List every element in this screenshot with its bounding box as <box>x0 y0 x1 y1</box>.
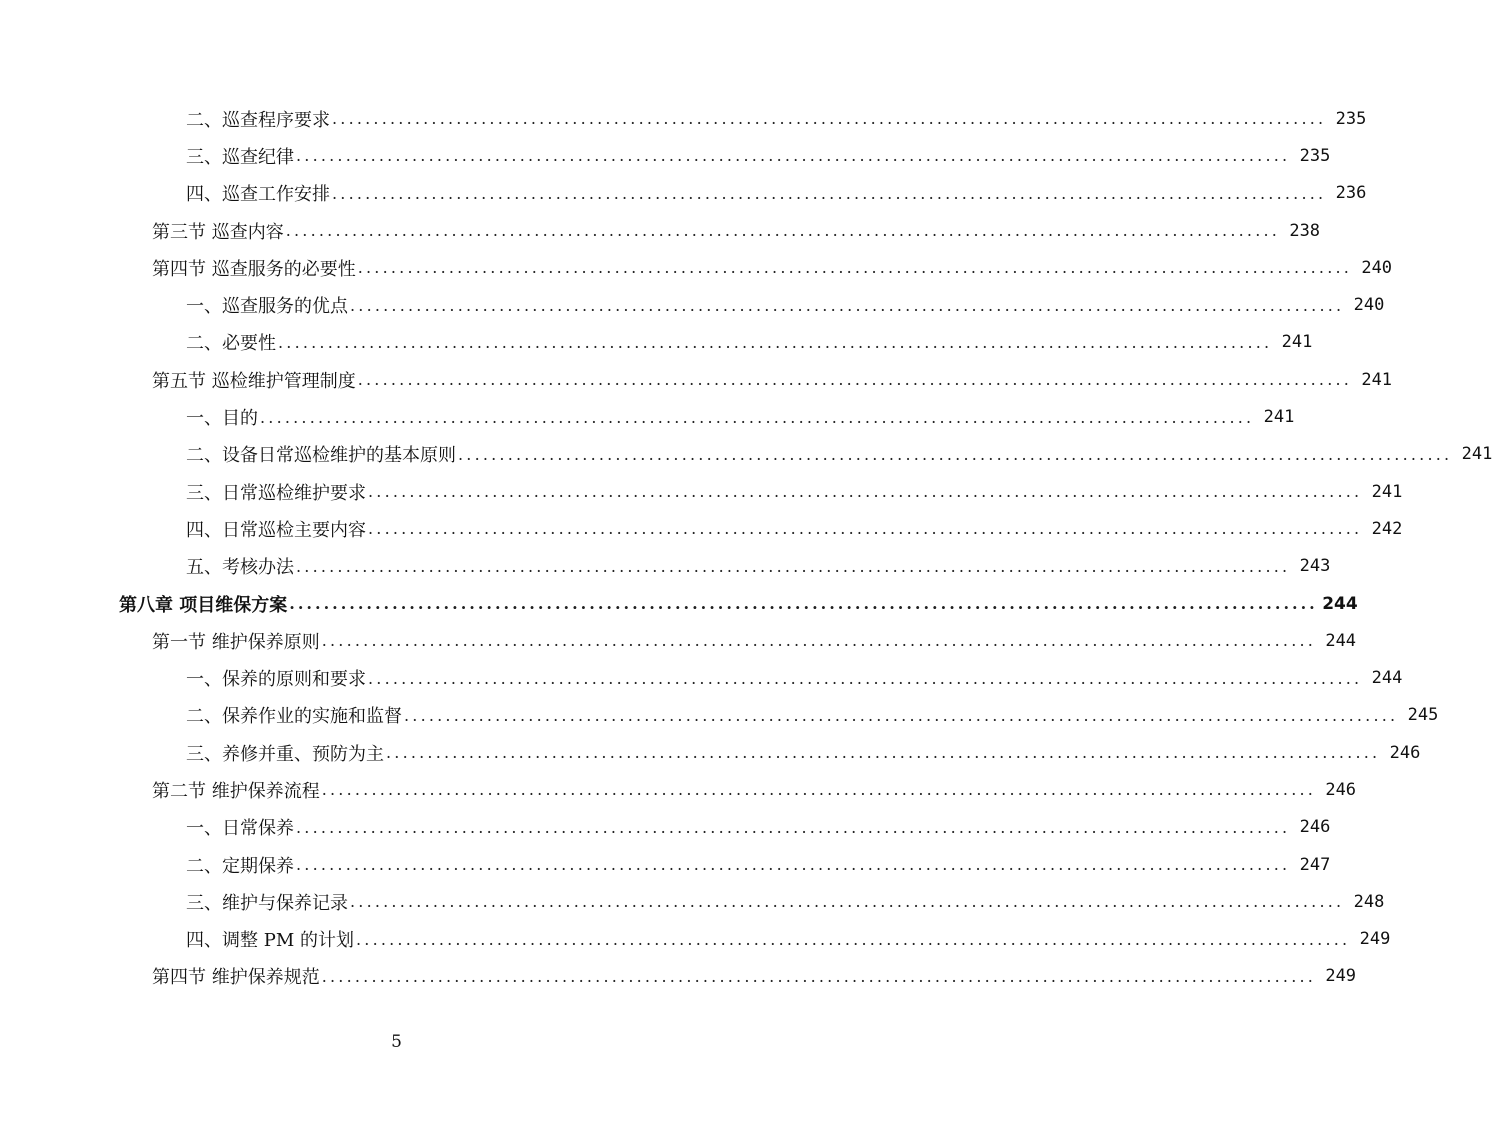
dot-leader: ........................................................................................................................ <box>321 631 1317 651</box>
toc-entry-title: 第八章 项目维保方案 <box>119 594 288 616</box>
toc-entry-title: 三、巡查纪律 <box>186 146 294 168</box>
dot-leader: ........................................................................................................................ <box>404 705 1399 725</box>
toc-entry-title: 二、巡查程序要求 <box>186 109 330 131</box>
toc-entry[interactable] <box>0 585 1358 622</box>
toc-entry-page: 236 <box>1335 183 1367 204</box>
page-number: 5 <box>391 1032 402 1052</box>
toc-entry-page: 246 <box>1299 817 1331 838</box>
table-of-contents <box>0 100 1492 995</box>
toc-entry-title: 四、日常巡检主要内容 <box>186 519 366 541</box>
toc-entry[interactable] <box>0 286 1385 323</box>
toc-entry-page: 246 <box>1325 779 1357 800</box>
toc-entry[interactable] <box>0 100 1367 137</box>
toc-entry-page: 241 <box>1263 407 1295 428</box>
toc-entry[interactable] <box>0 361 1393 398</box>
toc-entry[interactable] <box>0 212 1321 249</box>
toc-entry-page: 244 <box>1322 593 1358 614</box>
toc-entry-title: 第四节 巡查服务的必要性 <box>152 258 356 280</box>
toc-entry-page: 242 <box>1371 518 1403 539</box>
dot-leader: ........................................................................................................................ <box>356 929 1351 949</box>
toc-entry[interactable] <box>0 958 1357 995</box>
toc-entry-page: 241 <box>1281 332 1313 353</box>
toc-entry-title: 第一节 维护保养原则 <box>152 631 320 653</box>
toc-entry[interactable] <box>0 436 1492 473</box>
dot-leader: ........................................................................................................................ <box>332 109 1327 129</box>
toc-entry-page: 248 <box>1353 891 1385 912</box>
dot-leader: ........................................................................................................................ <box>368 668 1363 688</box>
toc-entry-page: 249 <box>1359 929 1391 950</box>
toc-entry[interactable] <box>0 771 1357 808</box>
toc-entry-title: 一、巡查服务的优点 <box>186 296 348 318</box>
toc-entry-page: 240 <box>1361 257 1393 278</box>
toc-entry-title: 一、目的 <box>186 408 258 430</box>
toc-entry-page: 249 <box>1325 966 1357 987</box>
toc-entry[interactable] <box>0 249 1393 286</box>
toc-entry[interactable] <box>0 473 1403 510</box>
toc-entry[interactable] <box>0 548 1331 585</box>
toc-entry-title: 第二节 维护保养流程 <box>152 780 320 802</box>
toc-entry-page: 238 <box>1289 220 1321 241</box>
dot-leader: ........................................................................................................................ <box>332 183 1327 203</box>
toc-entry-page: 244 <box>1371 668 1403 689</box>
toc-entry-title: 三、日常巡检维护要求 <box>186 482 366 504</box>
toc-entry-title: 第三节 巡查内容 <box>152 221 284 243</box>
toc-entry[interactable] <box>0 622 1357 659</box>
toc-entry[interactable] <box>0 883 1385 920</box>
toc-entry[interactable] <box>0 734 1421 771</box>
toc-entry[interactable] <box>0 137 1331 174</box>
dot-leader: ........................................................................................................................ <box>278 332 1273 352</box>
toc-entry[interactable] <box>0 659 1403 696</box>
toc-entry[interactable] <box>0 921 1391 958</box>
toc-entry-title: 三、维护与保养记录 <box>186 892 348 914</box>
toc-entry-page: 243 <box>1299 556 1331 577</box>
dot-leader: ........................................................................................................................ <box>289 594 1318 613</box>
toc-entry-title: 一、日常保养 <box>186 818 294 840</box>
dot-leader: ........................................................................................................................ <box>296 817 1291 837</box>
toc-entry-page: 247 <box>1299 854 1331 875</box>
toc-entry-page: 240 <box>1353 295 1385 316</box>
toc-entry[interactable] <box>0 809 1331 846</box>
toc-entry-title: 五、考核办法 <box>186 557 294 579</box>
dot-leader: ........................................................................................................................ <box>350 295 1345 315</box>
dot-leader: ........................................................................................................................ <box>357 258 1353 278</box>
toc-entry[interactable] <box>0 324 1313 361</box>
toc-entry-page: 235 <box>1335 108 1367 129</box>
toc-entry-title: 第五节 巡检维护管理制度 <box>152 370 356 392</box>
dot-leader: ........................................................................................................................ <box>357 370 1353 390</box>
toc-entry-title: 二、必要性 <box>186 333 276 355</box>
toc-entry[interactable] <box>0 175 1367 212</box>
toc-entry-page: 245 <box>1407 705 1439 726</box>
dot-leader: ........................................................................................................................ <box>458 444 1453 464</box>
dot-leader: ........................................................................................................................ <box>285 221 1281 241</box>
dot-leader: ........................................................................................................................ <box>296 146 1291 166</box>
toc-entry[interactable] <box>0 697 1439 734</box>
toc-entry[interactable] <box>0 846 1331 883</box>
toc-entry-page: 241 <box>1461 444 1492 465</box>
dot-leader: ........................................................................................................................ <box>368 519 1363 539</box>
toc-entry-page: 235 <box>1299 145 1331 166</box>
dot-leader: ........................................................................................................................ <box>296 556 1291 576</box>
toc-entry-title: 四、调整 PM 的计划 <box>186 930 354 952</box>
dot-leader: ........................................................................................................................ <box>321 780 1317 800</box>
toc-entry[interactable] <box>0 398 1295 435</box>
dot-leader: ........................................................................................................................ <box>386 743 1381 763</box>
toc-entry-page: 241 <box>1371 481 1403 502</box>
toc-entry-title: 第四节 维护保养规范 <box>152 967 320 989</box>
toc-entry-title: 一、保养的原则和要求 <box>186 669 366 691</box>
toc-entry-title: 二、设备日常巡检维护的基本原则 <box>186 445 456 467</box>
toc-entry-page: 244 <box>1325 630 1357 651</box>
toc-entry-title: 四、巡查工作安排 <box>186 184 330 206</box>
dot-leader: ........................................................................................................................ <box>321 966 1317 986</box>
toc-entry-title: 三、养修并重、预防为主 <box>186 743 384 765</box>
toc-entry-title: 二、保养作业的实施和监督 <box>186 706 402 728</box>
toc-entry-title: 二、定期保养 <box>186 855 294 877</box>
dot-leader: ........................................................................................................................ <box>296 855 1291 875</box>
toc-entry-page: 241 <box>1361 369 1393 390</box>
dot-leader: ........................................................................................................................ <box>368 482 1363 502</box>
toc-entry-page: 246 <box>1389 742 1421 763</box>
dot-leader: ........................................................................................................................ <box>350 892 1345 912</box>
toc-entry[interactable] <box>0 510 1403 547</box>
dot-leader: ........................................................................................................................ <box>260 407 1255 427</box>
